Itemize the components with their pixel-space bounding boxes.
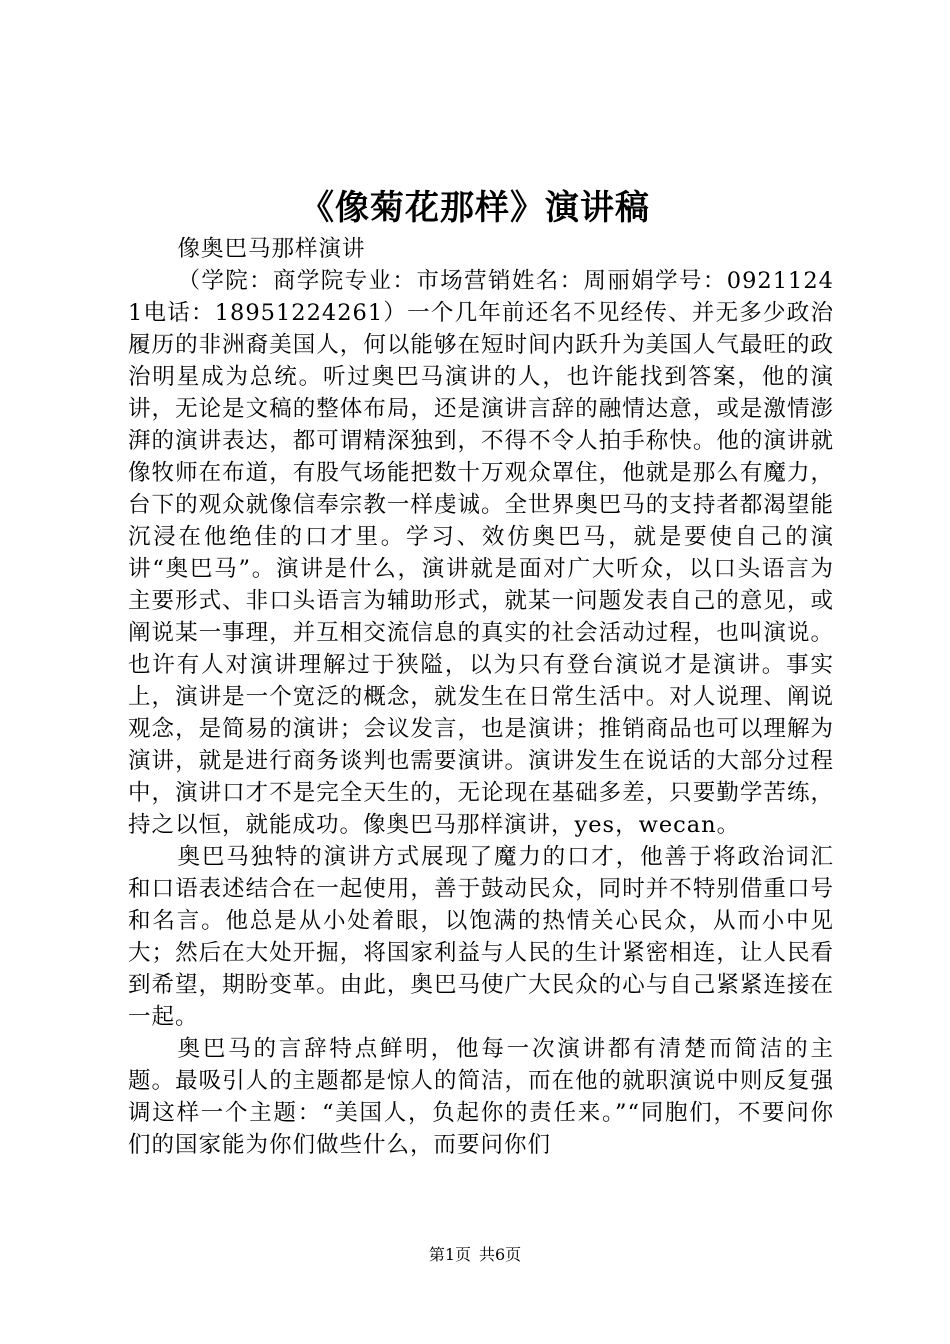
- page-footer: [0, 1243, 950, 1267]
- document-body: [128, 233, 834, 1161]
- body-paragraph: 奥巴马的言辞特点鲜明，他每一次演讲都有清楚而简洁的主题。最吸引人的主题都是惊人的简洁，而在他的就职演说中则反复强调这样一个主题：“美国人，负起你的责任来。”“同胞们，不要问你们的国家能为你们做些什么，而要问你们: [128, 1036, 834, 1158]
- body-paragraph: （学院：商学院专业：市场营销姓名：周丽娟学号：09211241电话：18951224261）一个几年前还名不见经传、并无多少政治履历的非洲裔美国人，何以能够在短时间内跃升为美国人气最旺的政治明星成为总统。听过奥巴马演讲的人，也许能找到答案，他的演讲，无论是文稿的整体布局，还是演讲言辞的融情达意，或是激情澎湃的演讲表达，都可谓精深独到，不得不令人拍手称快。他的演讲就像牧师在布道，有股气场能把数十万观众罩住，他就是那么有魔力，台下的观众就像信奉宗教一样虔诚。全世界奥巴马的支持者都渴望能沉浸在他绝佳的口才里。学习、效仿奥巴马，就是要使自己的演讲“奥巴马”。演讲是什么，演讲就是面对广大听众，以口头语言为主要形式、非口头语言为辅助形式，就某一问题发表自己的意见，或阐说某一事理，并互相交流信息的真实的社会活动过程，也叫演说。也许有人对演讲理解过于狭隘，以为只有登台演说才是演讲。事实上，演讲是一个宽泛的概念，就发生在日常生活中。对人说理、阐说观念，是简易的演讲；会议发言，也是演讲；推销商品也可以理解为演讲，就是进行商务谈判也需要演讲。演讲发生在说话的大部分过程中，演讲口才不是完全天生的，无论现在基础多差，只要勤学苦练，持之以恒，就能成功。像奥巴马那样演讲，yes，wecan。: [128, 268, 834, 838]
- document-title: 《像菊花那样》演讲稿: [300, 188, 650, 228]
- subtitle-paragraph: 像奥巴马那样演讲: [177, 236, 366, 262]
- page-number: 第1页: [428, 1245, 471, 1264]
- page-total: 共6页: [479, 1245, 522, 1264]
- body-paragraph: 奥巴马独特的演讲方式展现了魔力的口才，他善于将政治词汇和口语表述结合在一起使用，善于鼓动民众，同时并不特别借重口号和名言。他总是从小处着眼，以饱满的热情关心民众，从而小中见大；然后在大处开掘，将国家利益与人民的生计紧密相连，让人民看到希望，期盼变革。由此，奥巴马使广大民众的心与自己紧紧连接在一起。: [128, 844, 834, 1030]
